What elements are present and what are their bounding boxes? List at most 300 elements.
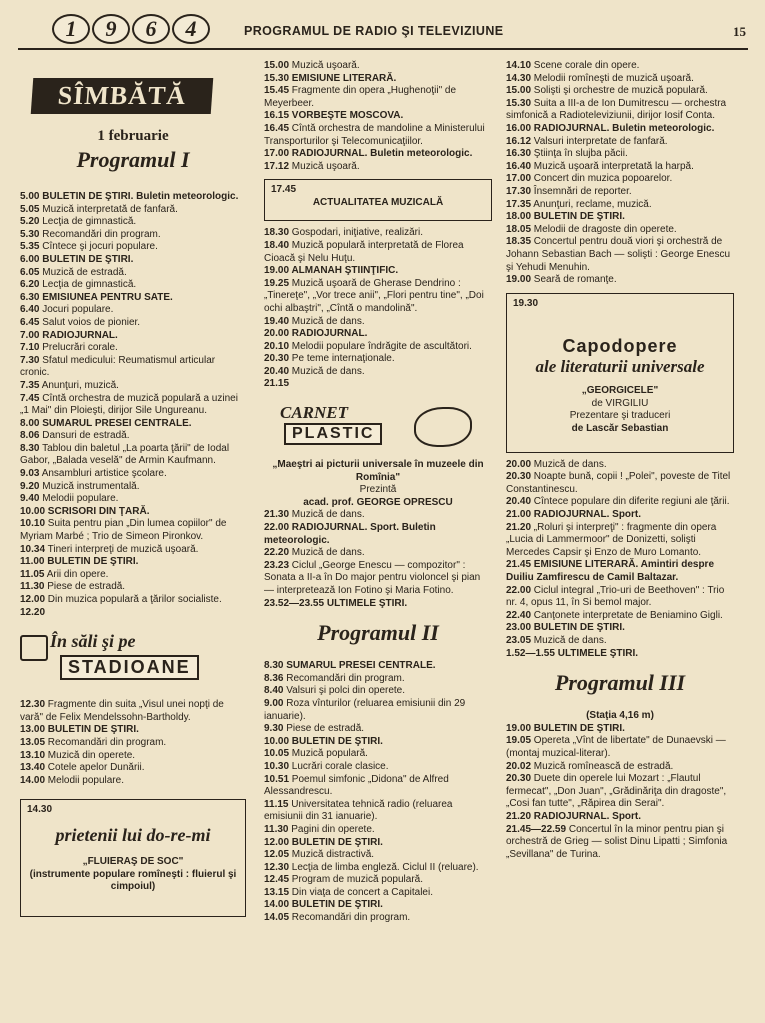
schedule-item [20, 191, 246, 204]
schedule-item [506, 585, 734, 610]
page-header [18, 12, 748, 50]
schedule-text: ULTIMELE ŞTIRI. [324, 597, 408, 609]
schedule-time: 21.20 [506, 810, 532, 822]
schedule-time: 10.10 [20, 518, 46, 530]
schedule-text: RADIOJURNAL. Sport. Buletin meteorologic. [264, 522, 436, 546]
schedule-text: Suita pentru pian „Din lumea copiilor" de Myriam Marbé ; Trio de Simeon Pironkov. [20, 518, 227, 543]
schedule-text: Recomandări din program. [283, 672, 405, 684]
schedule-time: 15.00 [506, 85, 532, 97]
schedule-time: 9.40 [20, 493, 40, 505]
schedule-time: 10.34 [20, 543, 46, 555]
schedule-item [264, 887, 492, 900]
schedule-time: 13.10 [20, 749, 46, 761]
schedule-list [264, 227, 492, 391]
carnet-presenter: acad. prof. GEORGE OPRESCU [303, 496, 453, 508]
schedule-item [506, 735, 734, 760]
schedule-item [506, 761, 734, 774]
schedule-time: 9.30 [264, 723, 284, 735]
schedule-item [264, 824, 492, 837]
schedule-item [264, 862, 492, 875]
schedule-time: 11.30 [20, 581, 45, 593]
schedule-time: 14.05 [264, 912, 290, 924]
schedule-text: Noapte bună, copii ! „Polei", poveste de Titel Constantinescu. [506, 471, 731, 495]
box-translator: de Lascăr Sebastian [571, 423, 669, 435]
schedule-item [264, 698, 492, 723]
schedule-time: 7.00 [20, 329, 40, 341]
schedule-item [20, 569, 246, 582]
schedule-item [264, 110, 492, 123]
schedule-item [506, 85, 734, 98]
schedule-text: Tineri interpreţi de muzică uşoară. [45, 543, 199, 555]
schedule-text: Muzică uşoară. [289, 160, 360, 172]
schedule-time: 8.40 [264, 685, 284, 697]
schedule-time: 12.05 [264, 849, 290, 861]
schedule-item [20, 317, 246, 330]
schedule-time: 18.40 [264, 239, 290, 251]
schedule-text: Anunţuri, reclame, muzică. [531, 198, 652, 210]
schedule-text: Poemul simfonic „Didona" de Alfred Alessandrescu. [264, 773, 449, 798]
schedule-item [506, 509, 734, 522]
schedule-text: Muzică de estradă. [39, 266, 127, 278]
schedule-text: Lecţia de limba engleză. Ciclul II (reluare). [289, 861, 479, 873]
schedule-time: 19.05 [506, 735, 532, 747]
schedule-time: 5.20 [20, 216, 40, 228]
schedule-item [506, 723, 734, 736]
schedule-item [264, 265, 492, 278]
schedule-list [506, 60, 734, 287]
schedule-text: Ansambluri artistice şcolare. [39, 468, 167, 480]
schedule-text: Suita a III-a de Ion Dumitrescu — orchestra simfonică a Radioteleviziunii, dirijor Iosif Conta. [506, 97, 727, 122]
schedule-item [264, 723, 492, 736]
schedule-text: Cotele apelor Dunării. [45, 762, 145, 774]
schedule-text: RADIOJURNAL. Sport. [531, 810, 642, 822]
schedule-item [506, 773, 734, 811]
schedule-item [506, 559, 734, 584]
schedule-item [264, 761, 492, 774]
schedule-item [264, 227, 492, 240]
schedule-time: 13.15 [264, 886, 290, 898]
schedule-text: Concertul pentru două viori şi orchestră de Johann Sebastian Bach — solişti : George Enescu şi Yehudi Menuhin. [506, 236, 731, 273]
schedule-item [264, 598, 492, 611]
stadium-title: În săli şi pe [50, 631, 136, 652]
schedule-item [20, 355, 246, 380]
schedule-text: Melodii populare. [39, 493, 119, 505]
schedule-time: 21.45—22.59 [506, 823, 567, 835]
station-label: (Staţia 4,16 m) [586, 710, 654, 722]
schedule-time: 16.12 [506, 135, 532, 147]
schedule-item [20, 468, 246, 481]
schedule-item [506, 186, 734, 199]
schedule-time: 11.15 [264, 798, 289, 810]
schedule-time: 21.20 [506, 521, 532, 533]
box-title: prietenii lui do-re-mi [55, 824, 211, 845]
schedule-time: 23.05 [506, 635, 532, 646]
schedule-item [20, 556, 246, 569]
schedule-time: 6.45 [20, 316, 40, 328]
schedule-text: BULETIN DE ŞTIRI. [531, 722, 625, 734]
schedule-time: 16.30 [506, 148, 532, 160]
schedule-item [264, 899, 492, 912]
schedule-item [264, 316, 492, 329]
schedule-text: BULETIN DE ŞTIRI. [531, 622, 625, 634]
schedule-time: 16.40 [506, 160, 532, 172]
schedule-text: Cîntă orchestra de mandoline a Ministerului Transporturilor şi Telecomunicaţiilor. [264, 122, 485, 147]
schedule-item [264, 73, 492, 86]
schedule-item [506, 274, 734, 287]
schedule-time: 8.30 [20, 442, 40, 454]
program-heading: Programul I [76, 147, 190, 172]
schedule-time: 7.35 [20, 379, 40, 391]
schedule-time: 23.00 [506, 622, 532, 634]
schedule-text: RADIOJURNAL. Buletin meteorologic. [531, 122, 715, 134]
schedule-text: Din viaţa de concert a Capitalei. [289, 886, 433, 898]
schedule-item [20, 581, 246, 594]
schedule-time: 17.12 [264, 160, 290, 172]
schedule-item [264, 278, 492, 316]
schedule-text: EMISIUNEA PENTRU SATE. [39, 291, 173, 303]
schedule-text: ALMANAH ŞTIINŢIFIC. [289, 265, 399, 277]
schedule-text: Valsuri şi polci din operete. [283, 685, 406, 697]
schedule-text: Muzică instrumentală. [39, 480, 140, 492]
schedule-item [20, 493, 246, 506]
music-news-box [264, 179, 492, 221]
schedule-time: 10.05 [264, 748, 290, 760]
schedule-list [20, 191, 246, 619]
schedule-item [20, 724, 246, 737]
schedule-item [264, 85, 492, 110]
schedule-time: 15.30 [264, 72, 290, 84]
schedule-text: Muzică uşoară de Gherase Dendrino : „Tinereţe", „Vor trece anii", „Flori pentru tine", „Doi ochi albaştri", „Cîntă o mandolină". [264, 277, 484, 314]
schedule-item [506, 211, 734, 224]
schedule-time: 8.36 [264, 672, 284, 684]
schedule-time: 12.00 [264, 836, 290, 848]
schedule-time: 12.30 [264, 861, 290, 873]
schedule-item [20, 330, 246, 343]
schedule-text: Universitatea tehnică radio (reluarea emisiunii din 31 ianuarie). [264, 798, 453, 823]
schedule-text: SCRISORI DIN ŢARĂ. [45, 505, 150, 517]
schedule-text: SUMARUL PRESEI CENTRALE. [39, 417, 192, 429]
carnet-plastic-banner [264, 403, 492, 451]
schedule-item [264, 912, 492, 925]
schedule-item [264, 560, 492, 598]
schedule-text: BULETIN DE ŞTIRI. [289, 735, 383, 747]
schedule-item [20, 775, 246, 788]
schedule-item [264, 874, 492, 887]
carnet-word: PLASTIC [284, 423, 382, 445]
schedule-text: Muzică distractivă. [289, 849, 375, 861]
schedule-item [20, 506, 246, 519]
box-time: 17.45 [271, 184, 297, 196]
box-subtitle-2: (instrumente populare romîneşti : fluierul şi cimpoiul) [29, 868, 237, 893]
schedule-text: Lucrări corale clasice. [289, 760, 389, 772]
schedule-item [264, 366, 492, 379]
schedule-time: 20.02 [506, 760, 532, 772]
carnet-presenter-label: Prezintă [359, 484, 397, 496]
year-digit: 6 [132, 14, 170, 44]
schedule-text: Ciclul „George Enescu — compozitor" : Sonata a II-a în Do major pentru violoncel şi pian — interpretează Ion Fotino şi Maria Fotino. [264, 559, 481, 596]
schedule-time: 14.00 [20, 774, 46, 786]
schedule-text: Tablou din baletul „La poarta ţării" de Iodal Gabor, „Balada veselă" de Armin Kaufmann. [20, 442, 230, 467]
box-title: ACTUALITATEA MUZICALĂ [312, 196, 444, 208]
schedule-item [20, 594, 246, 607]
schedule-item [20, 762, 246, 775]
schedule-item [20, 241, 246, 254]
schedule-text: Recomandări din program. [39, 228, 161, 240]
stadium-word: STADIOANE [60, 655, 199, 680]
schedule-text: Roza vînturilor (reluarea emisiunii din 29 ianuarie). [264, 697, 466, 722]
schedule-item [20, 699, 246, 724]
schedule-time: 16.00 [506, 122, 532, 134]
column-3 [506, 60, 734, 861]
schedule-time: 22.40 [506, 609, 532, 621]
schedule-list [264, 509, 492, 610]
schedule-time: 8.00 [20, 417, 40, 429]
box-script-title: ale literaturii universale [535, 357, 705, 377]
page-number: 15 [733, 24, 746, 39]
schedule-time: 10.00 [264, 735, 290, 747]
schedule-time: 12.45 [264, 874, 290, 886]
year-digit: 4 [172, 14, 210, 44]
schedule-item [20, 204, 246, 217]
schedule-list [264, 660, 492, 924]
schedule-time: 18.35 [506, 236, 532, 248]
schedule-item [264, 123, 492, 148]
schedule-item [20, 750, 246, 763]
schedule-time: 17.00 [506, 173, 532, 185]
schedule-text: Ciclul integral „Trio-uri de Beethoven" : Trio nr. 4, opus 11, în Si bemol major. [506, 584, 725, 609]
schedule-item [20, 380, 246, 393]
schedule-time: 6.00 [20, 253, 40, 265]
literature-box [506, 293, 734, 453]
schedule-item [20, 342, 246, 355]
schedule-text: BULETIN DE ŞTIRI. [289, 836, 383, 848]
schedule-time: 5.30 [20, 228, 40, 240]
schedule-text: Solişti şi orchestre de muzică populară. [531, 85, 708, 97]
schedule-item [506, 224, 734, 237]
schedule-time: 12.00 [20, 594, 46, 605]
page-title: PROGRAMUL DE RADIO ŞI TELEVIZIUNE [244, 24, 504, 38]
schedule-time: 21.00 [506, 509, 532, 521]
schedule-time: 20.30 [506, 773, 532, 785]
schedule-item [264, 547, 492, 560]
schedule-time: 9.20 [20, 480, 40, 492]
schedule-item [20, 292, 246, 305]
box-author: de VIRGILIU [591, 397, 649, 409]
schedule-time: 19.00 [506, 722, 532, 734]
schedule-text: Fragmente din suita „Visul unei nopţi de vară" de Felix Mendelssohn-Bartholdy. [20, 699, 224, 723]
schedule-time: 20.00 [506, 458, 532, 470]
schedule-text: RADIOJURNAL. Buletin meteorologic. [289, 148, 473, 160]
schedule-item [506, 635, 734, 648]
schedule-text: Valsuri interpretate de fanfară. [531, 135, 668, 147]
schedule-text: Muzică de dans. [531, 458, 607, 470]
schedule-time: 15.45 [264, 85, 290, 97]
schedule-item [264, 353, 492, 366]
schedule-text: EMISIUNE LITERARĂ. [289, 72, 397, 84]
schedule-text: BULETIN DE ŞTIRI. [44, 556, 139, 568]
schedule-text: Muzică romînească de estradă. [531, 760, 674, 772]
schedule-time: 18.05 [506, 223, 532, 235]
schedule-item [264, 660, 492, 673]
schedule-time: 20.40 [264, 365, 290, 377]
schedule-time: 6.30 [20, 291, 40, 303]
schedule-time: 17.30 [506, 185, 532, 197]
schedule-text: Concertul în la minor pentru pian şi orchestră de Grieg — solist Dinu Lipatti ; Simfonia „Sevillana" de Turina. [506, 823, 728, 860]
schedule-text: Din muzica populară a ţărilor socialiste. [45, 594, 222, 605]
schedule-time: 20.30 [506, 471, 532, 483]
schedule-time: 9.03 [20, 468, 40, 480]
program-heading: Programul II [317, 620, 439, 646]
schedule-time: 21.15 [264, 378, 290, 390]
box-time: 14.30 [27, 804, 53, 816]
schedule-time: 15.30 [506, 97, 532, 109]
schedule-time: 18.00 [506, 211, 532, 223]
schedule-time: 16.15 [264, 110, 290, 122]
schedule-time: 20.40 [506, 496, 532, 508]
schedule-item [506, 136, 734, 149]
schedule-time: 6.20 [20, 279, 40, 291]
schedule-item [506, 173, 734, 186]
schedule-item [264, 60, 492, 73]
schedule-time: 19.40 [264, 315, 290, 327]
schedule-time: 8.06 [20, 430, 40, 442]
schedule-text: Gospodari, iniţiative, realizări. [289, 227, 423, 239]
schedule-text: RADIOJURNAL. Sport. [531, 509, 642, 521]
schedule-item [264, 685, 492, 698]
schedule-text: Concert din muzica popoarelor. [531, 173, 673, 185]
schedule-item [506, 60, 734, 73]
schedule-time: 5.05 [20, 203, 40, 215]
schedule-item [264, 341, 492, 354]
schedule-item [506, 522, 734, 560]
schedule-text: Cîntece populare din diferite regiuni ale ţării. [531, 496, 730, 508]
schedule-item [506, 496, 734, 509]
schedule-item [20, 607, 246, 620]
schedule-time: 19.00 [506, 274, 532, 286]
schedule-text: Muzică de dans. [289, 509, 365, 521]
schedule-text: Scene corale din opere. [531, 60, 640, 71]
schedule-text: Piese de estradă. [283, 723, 365, 735]
schedule-time: 11.30 [264, 823, 289, 835]
schedule-item [264, 240, 492, 265]
schedule-item [20, 229, 246, 242]
schedule-item [506, 199, 734, 212]
schedule-time: 14.30 [506, 72, 532, 84]
schedule-item [506, 236, 734, 274]
year-digit: 1 [52, 14, 90, 44]
box-presentation: Prezentare şi traduceri [569, 410, 671, 422]
schedule-text: Muzică de dans. [289, 365, 365, 377]
schedule-text: BULETIN DE ŞTIRI. [39, 253, 134, 265]
schedule-item [506, 123, 734, 136]
schedule-time: 12.30 [20, 699, 46, 711]
schedule-list [506, 459, 734, 661]
schedule-text: Cîntece şi jocuri populare. [39, 241, 158, 253]
schedule-text: Muzică uşoară. [289, 60, 360, 71]
schedule-text: BULETIN DE ŞTIRI. Buletin meteorologic. [39, 191, 239, 202]
schedule-text: Salut voios de pionier. [39, 316, 141, 328]
schedule-time: 13.00 [20, 724, 46, 736]
schedule-time: 13.05 [20, 736, 46, 748]
schedule-item [264, 736, 492, 749]
schedule-item [20, 518, 246, 543]
schedule-time: 5.35 [20, 241, 40, 253]
schedule-text: ULTIMELE ŞTIRI. [554, 647, 639, 659]
schedule-time: 12.20 [20, 606, 46, 618]
schedule-text: Recomandări din program. [289, 912, 411, 924]
schedule-text: Program de muzică populară. [289, 874, 423, 886]
schedule-item [506, 610, 734, 623]
schedule-time: 7.10 [20, 342, 40, 354]
schedule-time: 18.30 [264, 227, 290, 239]
schedule-time: 21.45 [506, 559, 532, 571]
schedule-item [264, 748, 492, 761]
schedule-text: Canţonete interpretate de Beniamino Gigli. [531, 609, 723, 621]
schedule-item [264, 849, 492, 862]
schedule-time: 17.00 [264, 148, 290, 160]
schedule-time: 13.40 [20, 762, 46, 774]
box-subtitle: „FLUIERAŞ DE SOC" [82, 855, 184, 867]
schedule-item [264, 161, 492, 174]
schedule-text: RADIOJURNAL. [39, 329, 118, 341]
schedule-time: 22.20 [264, 547, 290, 559]
schedule-item [506, 824, 734, 862]
column-1 [20, 60, 246, 923]
schedule-time: 7.45 [20, 392, 40, 404]
schedule-time: 1.52—1.55 [506, 647, 555, 659]
schedule-item [506, 148, 734, 161]
schedule-time: 8.30 [264, 660, 284, 672]
schedule-text: Seară de romanţe. [531, 274, 617, 286]
schedule-text: Muzică populară interpretată de Florea Cioacă şi Nelu Huţu. [264, 239, 464, 264]
schedule-text: Melodii populare îndrăgite de ascultători. [289, 340, 472, 352]
schedule-text: Fragmente din opera „Hughenoţii" de Meyerbeer. [264, 85, 457, 109]
schedule-time: 6.40 [20, 304, 40, 316]
schedule-text: Pagini din operete. [288, 823, 375, 835]
box-title: Capodopere [562, 336, 678, 357]
schedule-item [20, 443, 246, 468]
year-digit: 9 [92, 14, 130, 44]
schedule-time: 19.25 [264, 277, 290, 289]
tv-icon [20, 635, 48, 661]
schedule-item [20, 216, 246, 229]
schedule-text: Însemnări de reporter. [531, 185, 632, 197]
schedule-text: Duete din operele lui Mozart : „Flautul fermecat", „Don Juan", „Grădinăriţa din dragoste", „Cosi fan tutte", „Răpirea din Serai". [506, 773, 727, 810]
schedule-text: Melodii populare. [45, 774, 124, 786]
schedule-item [20, 418, 246, 431]
schedule-item [264, 378, 492, 391]
schedule-text: Opereta „Vînt de libertate" de Dunaevski — (montaj muzical-literar). [506, 735, 726, 759]
schedule-time: 11.05 [20, 568, 45, 580]
day-banner: SÎMBĂTĂ [31, 78, 214, 114]
schedule-item [20, 279, 246, 292]
schedule-item [264, 774, 492, 799]
schedule-item [20, 737, 246, 750]
schedule-time: 10.30 [264, 760, 290, 772]
column-2 [264, 60, 492, 925]
schedule-text: Pe teme internaţionale. [289, 353, 395, 365]
schedule-item [20, 544, 246, 557]
schedule-time: 22.00 [264, 522, 290, 534]
schedule-item [506, 811, 734, 824]
schedule-text: Muzică de dans. [531, 635, 607, 646]
schedule-time: 16.45 [264, 122, 290, 134]
schedule-time: 20.00 [264, 328, 290, 340]
schedule-text: BULETIN DE ŞTIRI. [45, 724, 139, 736]
schedule-text: SUMARUL PRESEI CENTRALE. [283, 660, 436, 672]
schedule-item [506, 471, 734, 496]
schedule-item [264, 673, 492, 686]
